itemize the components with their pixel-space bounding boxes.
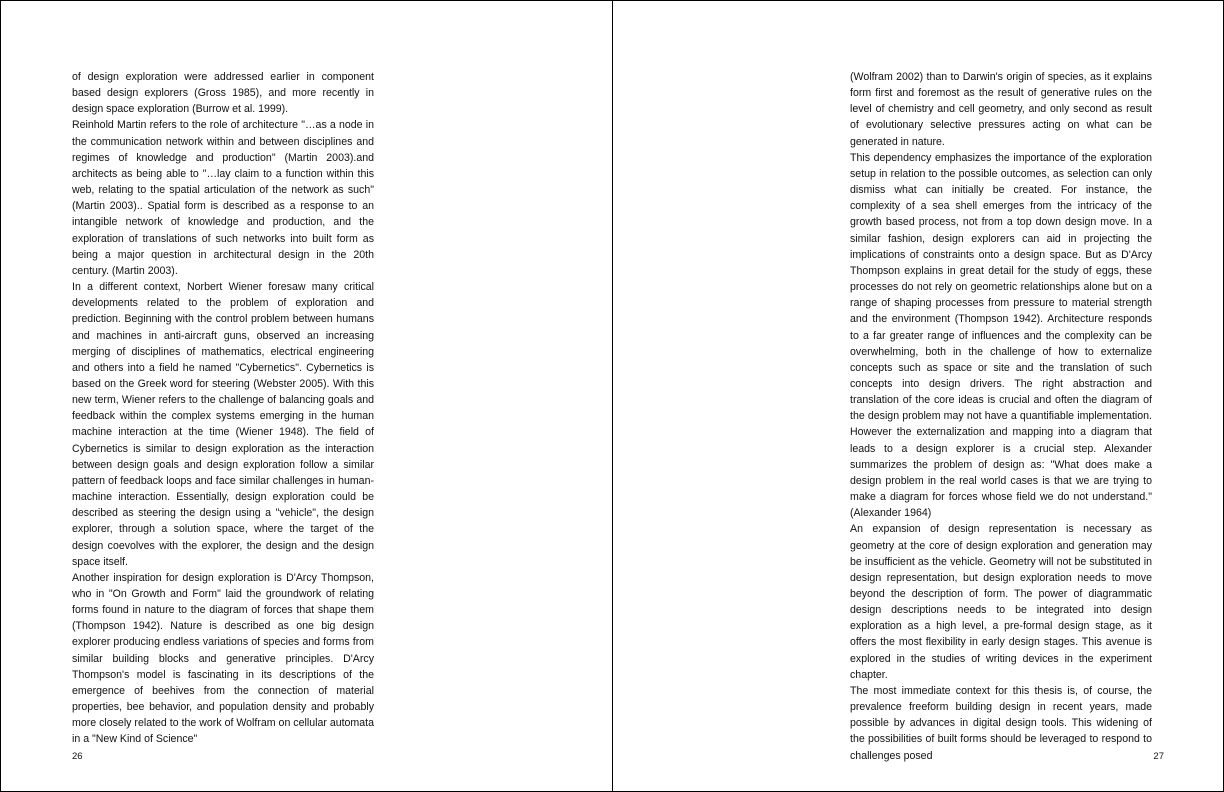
paragraph: Reinhold Martin refers to the role of architecture "…as a node in the communication network within and between disciplines and regimes of knowledge and production" (Martin 2003).and architects as being able to "…lay claim to a function within this web, relating to the spatial articulation of the network as such" (Martin 2003).. Spatial form is described as a response to an intangible network of knowledge and production, and the exploration of translations of such networks into built form as being a major question in architectural design in the 20th century. (Martin 2003). xyxy=(72,119,374,277)
paragraph: This dependency emphasizes the importance of the exploration setup in relation to the possible outcomes, as selection can only dismiss what can initially be created. For instance, the complexity of a sea shell emerges from the intricacy of the growth based process, not from a top down design move. In a similar fashion, design explorers can aid in projecting the implications of constraints onto a design space. But as D'Arcy Thompson explains in great detail for the study of eggs, these processes do not rely on geometric relationships alone but on a range of shaping processes from pressure to material strength and the environment (Thompson 1942). Architecture responds to a far greater range of influences and the complexity can be overwhelming, both in the challenge of how to externalize concepts such as space or site and the translation of such concepts into design drivers. The right abstraction and translation of the core ideas is crucial and often the diagram of the design problem may not have a quantifiable implementation. However the externalization and mapping into a diagram that leads to a design explorer is a crucial step. Alexander summarizes the problem of design as: "What does make a design problem in the real world cases is that we are trying to make a diagram for forces whose field we do not understand." (Alexander 1964) xyxy=(850,151,1152,520)
left-text-column xyxy=(72,69,374,748)
page-number: 27 xyxy=(1153,751,1164,762)
right-page xyxy=(612,1,1223,791)
paragraph: of design exploration were addressed earlier in component based design explorers (Gross 1985), and more recently in design space exploration (Burrow et al. 1999). xyxy=(72,71,374,116)
left-page xyxy=(1,1,612,791)
paragraph: The most immediate context for this thesis is, of course, the prevalence freeform building design in recent years, made possible by advances in digital design tools. This widening of the possibilities of built forms should be leveraged to respond to challenges posed xyxy=(850,684,1152,762)
page-number: 26 xyxy=(72,751,83,762)
right-text-column xyxy=(850,69,1152,764)
paragraph: (Wolfram 2002) than to Darwin's origin of species, as it explains form first and foremost as the result of generative rules on the level of chemistry and cell geometry, and only second as result of evolutionary selective pressures acting on what can be generated in nature. xyxy=(850,71,1152,148)
paragraph: Another inspiration for design exploration is D'Arcy Thompson, who in "On Growth and Form" laid the groundwork of relating forms found in nature to the diagram of forces that shape them (Thompson 1942). Nature is described as one big design explorer producing endless variations of species and forms from similar building blocks and generative principles. D'Arcy Thompson's model is fascinating in its descriptions of the emergence of beehives from the connection of material properties, bee behavior, and population density and probably more closely related to the work of Wolfram on cellular automata in a "New Kind of Science" xyxy=(72,571,374,746)
paragraph: In a different context, Norbert Wiener foresaw many critical developments related to the problem of exploration and prediction. Beginning with the control problem between humans and machines in anti-aircraft guns, observed an increasing merging of disciplines of mathematics, electrical engineering and others into a field he named "Cybernetics". Cybernetics is based on the Greek word for steering (Webster 2005). With this new term, Wiener refers to the challenge of balancing goals and feedback within the complex systems emerging in the human machine interaction at the time (Wiener 1948). The field of Cybernetics is similar to design exploration as the interaction between design goals and design exploration follow a similar pattern of feedback loops and face similar challenges in human-machine interaction. Essentially, design exploration could be described as steering the design using a "vehicle", the design explorer, through a solution space, where the target of the design coevolves with the explorer, the design and the design space itself. xyxy=(72,281,374,568)
paragraph: An expansion of design representation is necessary as geometry at the core of design exploration and generation may be insufficient as the vehicle. Geometry will not be substituted in design representation, but design exploration needs to move beyond the description of form. The power of diagrammatic design descriptions needs to be integrated into design exploration as a high level, a pre-formal design stage, as it offers the most flexibility in early design stages. This avenue is explored in the studies of writing devices in the experiment chapter. xyxy=(850,523,1152,681)
